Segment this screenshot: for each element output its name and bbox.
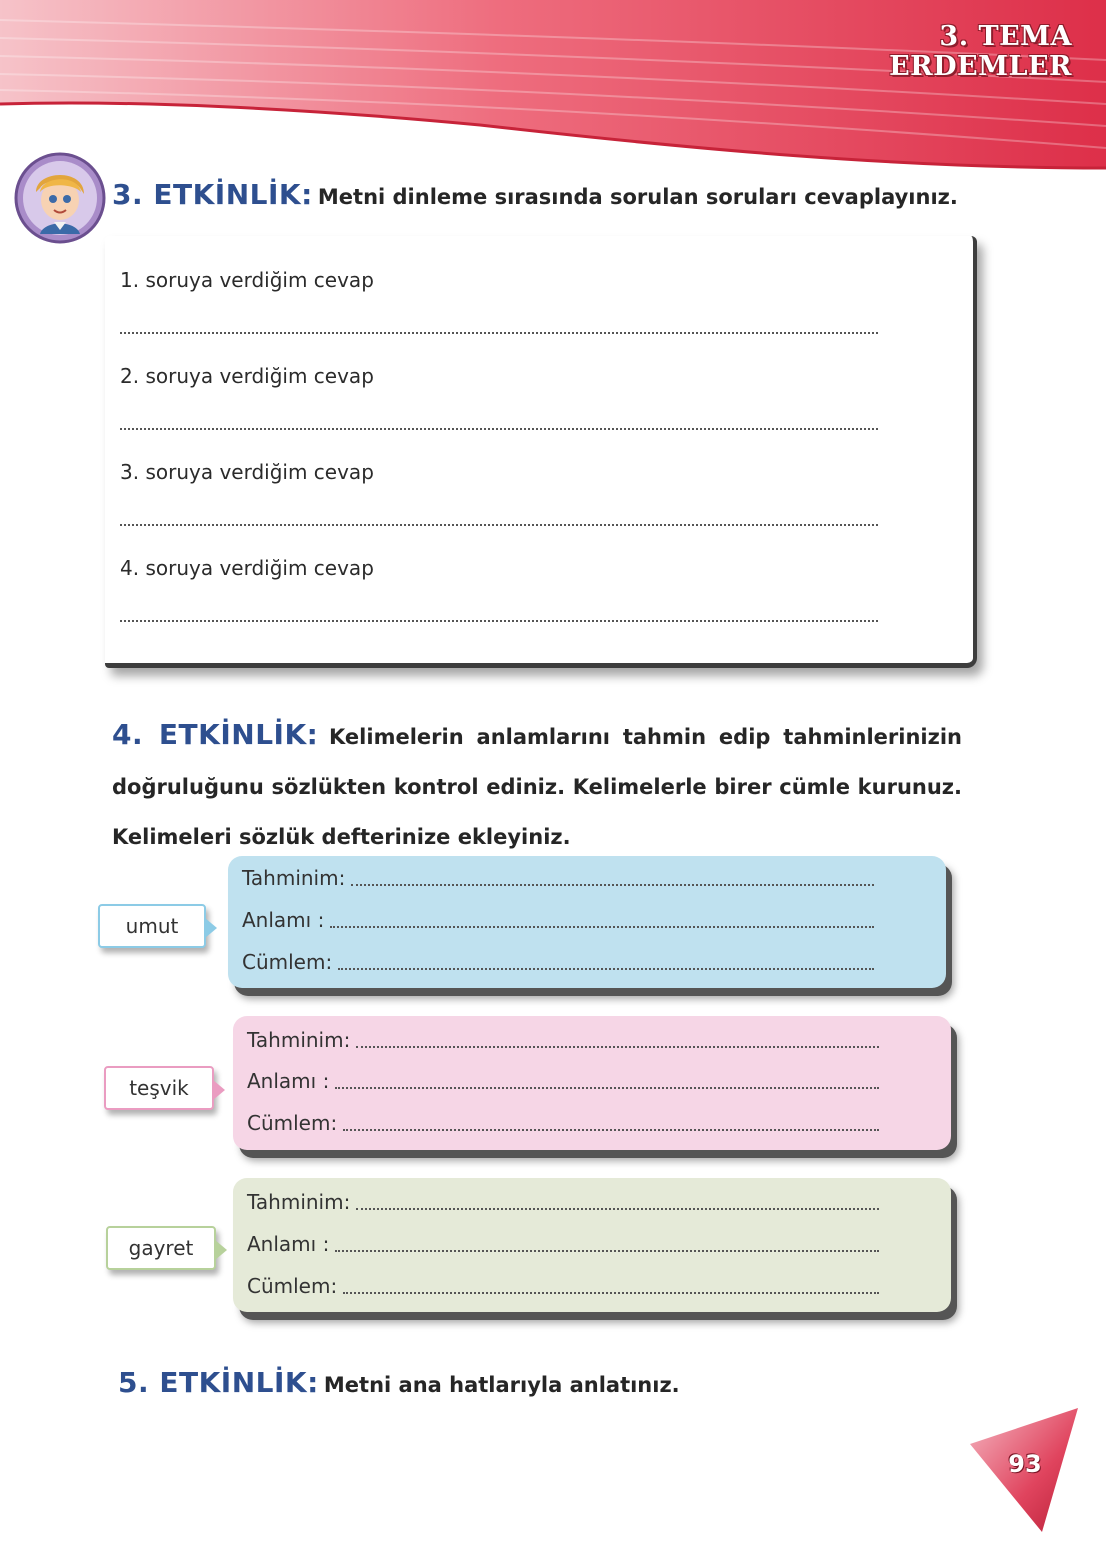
- answer-line-1[interactable]: [120, 332, 878, 334]
- word-tag-tesvik: teşvik: [104, 1066, 214, 1110]
- answer-line-2[interactable]: [120, 428, 878, 430]
- answer-line-3[interactable]: [120, 524, 878, 526]
- activity-4-title: [112, 710, 962, 863]
- meaning-dots: [330, 926, 874, 928]
- activity-3-number: 3. ETKİNLİK:: [112, 178, 313, 211]
- sentence-line[interactable]: [247, 1111, 879, 1135]
- word-panel-umut: [228, 856, 946, 988]
- activity-4-instruction: Kelimelerin anlamlarını tahmin edip tahminlerinizin doğruluğunu sözlükten kontrol ediniz. Kelimelerle birer cümle kurunuz. Kelimeleri sözlük defterinize ekleyiniz.: [112, 725, 963, 849]
- guess-dots: [351, 884, 874, 886]
- activity-3-title: [112, 178, 958, 211]
- sentence-line[interactable]: [242, 950, 874, 974]
- theme-number: 3. TEMA: [939, 21, 1072, 52]
- answer-row-2: [120, 364, 878, 388]
- sentence-dots: [338, 968, 874, 970]
- word-tag-gayret: gayret: [106, 1226, 216, 1270]
- answer-row-1: [120, 268, 878, 292]
- meaning-label: Anlamı :: [247, 1069, 330, 1093]
- activity-4-number: 4. ETKİNLİK:: [112, 718, 319, 751]
- sentence-label: Cümlem:: [247, 1111, 338, 1135]
- word-tag-umut: umut: [98, 904, 206, 948]
- activity-3-instruction: Metni dinleme sırasında sorulan soruları cevaplayınız.: [317, 185, 958, 209]
- answer-label-3: 3. soruya verdiğim cevap: [120, 460, 374, 484]
- answer-card: [105, 236, 977, 668]
- meaning-label: Anlamı :: [247, 1232, 330, 1256]
- theme-name: ERDEMLER: [889, 51, 1072, 82]
- activity-5-instruction: Metni ana hatlarıyla anlatınız.: [323, 1373, 680, 1397]
- activity-5-number: 5. ETKİNLİK:: [118, 1366, 319, 1399]
- sentence-label: Cümlem:: [242, 950, 333, 974]
- mascot-avatar-icon: [14, 152, 110, 248]
- guess-line[interactable]: [242, 866, 874, 890]
- answer-label-4: 4. soruya verdiğim cevap: [120, 556, 374, 580]
- sentence-line[interactable]: [247, 1274, 879, 1298]
- guess-line[interactable]: [247, 1190, 879, 1214]
- activity-5-title: [118, 1366, 680, 1399]
- guess-label: Tahminim:: [247, 1190, 351, 1214]
- answer-label-2: 2. soruya verdiğim cevap: [120, 364, 374, 388]
- theme-label: [889, 22, 1072, 82]
- word-panel-gayret: [233, 1178, 951, 1312]
- sentence-dots: [343, 1129, 879, 1131]
- meaning-dots: [335, 1250, 879, 1252]
- meaning-dots: [335, 1087, 879, 1089]
- guess-label: Tahminim:: [242, 866, 346, 890]
- answer-row-3: [120, 460, 878, 484]
- meaning-line[interactable]: [242, 908, 874, 932]
- answer-row-4: [120, 556, 878, 580]
- guess-label: Tahminim:: [247, 1028, 351, 1052]
- word-panel-tesvik: [233, 1016, 951, 1150]
- answer-label-1: 1. soruya verdiğim cevap: [120, 268, 374, 292]
- guess-line[interactable]: [247, 1028, 879, 1052]
- meaning-line[interactable]: [247, 1232, 879, 1256]
- meaning-line[interactable]: [247, 1069, 879, 1093]
- sentence-dots: [343, 1292, 879, 1294]
- page-number: 93: [1008, 1450, 1042, 1478]
- sentence-label: Cümlem:: [247, 1274, 338, 1298]
- guess-dots: [356, 1208, 879, 1210]
- answer-line-4[interactable]: [120, 620, 878, 622]
- guess-dots: [356, 1046, 879, 1048]
- meaning-label: Anlamı :: [242, 908, 325, 932]
